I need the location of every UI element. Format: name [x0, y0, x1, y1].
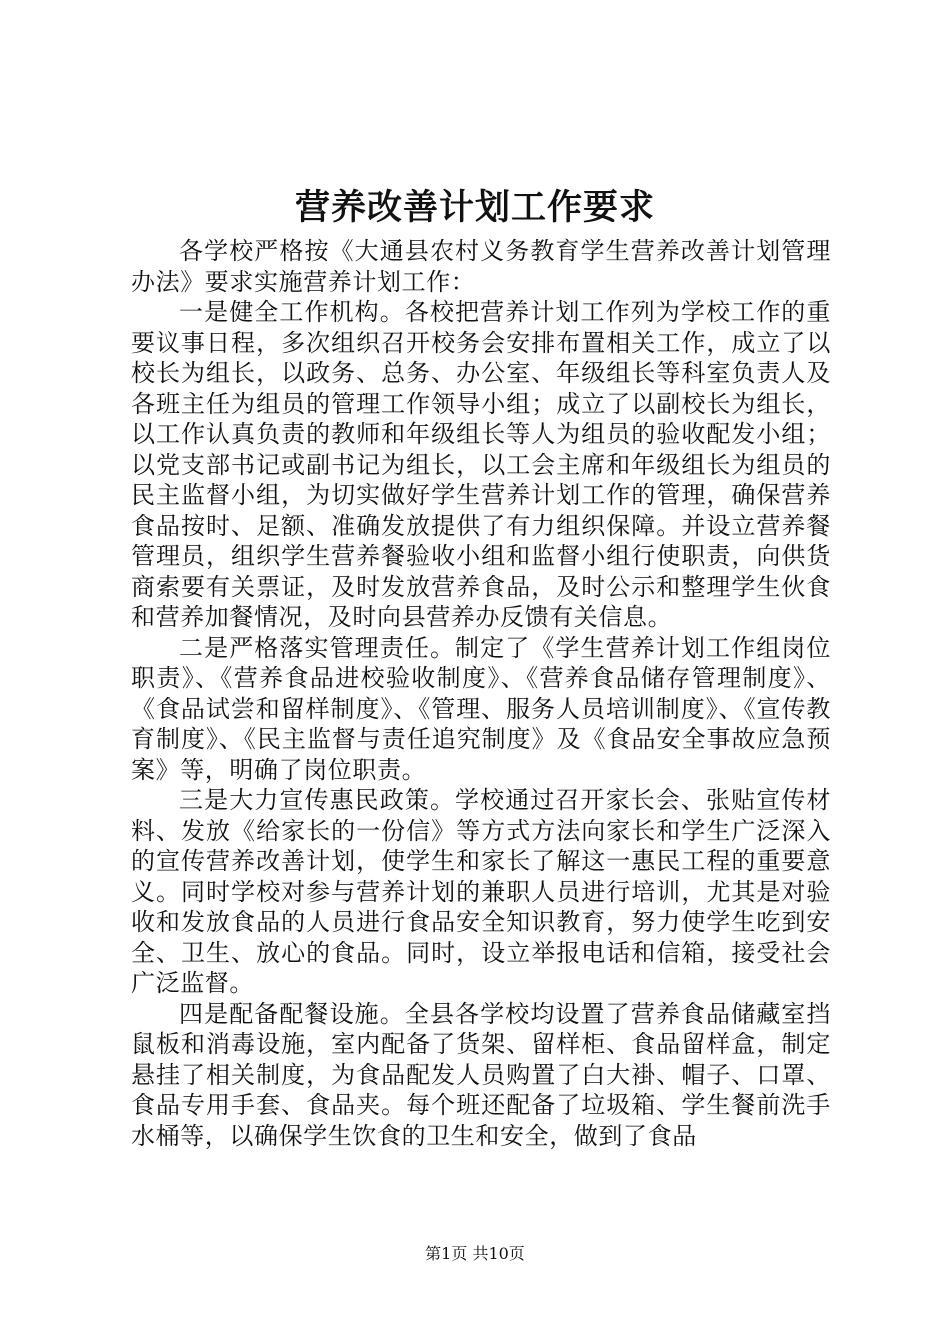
- document-title: 营养改善计划工作要求: [294, 187, 655, 228]
- paragraph-responsibility: 二是严格落实管理责任。制定了《学生营养计划工作组岗位职责》、《营养食品进校验收制度》、《营养食品储存管理制度》、《食品试尝和留样制度》、《管理、服务人员培训制度》、《宣传教育制度》、《民主监督与责任追究制度》及《食品安全事故应急预案》等，明确了岗位职责。: [131, 633, 831, 784]
- document-body: [131, 236, 831, 1151]
- paragraph-organization: 一是健全工作机构。各校把营养计划工作列为学校工作的重要议事日程，多次组织召开校务会安排布置相关工作，成立了以校长为组长，以政务、总务、办公室、年级组长等科室负责人及各班主任为组员的管理工作领导小组；成立了以副校长为组长，以工作认真负责的教师和年级组长等人为组员的验收配发小组；以党支部书记或副书记为组长，以工会主席和年级组长为组员的民主监督小组，为切实做好学生营养计划工作的管理，确保营养食品按时、足额、准确发放提供了有力组织保障。并设立营养餐管理员，组织学生营养餐验收小组和监督小组行使职责，向供货商索要有关票证，及时发放营养食品，及时公示和整理学生伙食和营养加餐情况，及时向县营养办反馈有关信息。: [131, 298, 831, 631]
- page-number-footer: 第1页 共10页: [425, 1244, 525, 1263]
- paragraph-intro: 各学校严格按《大通县农村义务教育学生营养改善计划管理办法》要求实施营养计划工作：: [131, 237, 831, 296]
- paragraph-publicity: 三是大力宣传惠民政策。学校通过召开家长会、张贴宣传材料、发放《给家长的一份信》等方式方法向家长和学生广泛深入的宣传营养改善计划，使学生和家长了解这一惠民工程的重要意义。同时学校对参与营养计划的兼职人员进行培训，尤其是对验收和发放食品的人员进行食品安全知识教育，努力使学生吃到安全、卫生、放心的食品。同时，设立举报电话和信箱，接受社会广泛监督。: [131, 786, 831, 997]
- paragraph-facilities: 四是配备配餐设施。全县各学校均设置了营养食品储藏室挡鼠板和消毒设施，室内配备了货架、留样柜、食品留样盒，制定悬挂了相关制度，为食品配发人员购置了白大褂、帽子、口罩、食品专用手套、食品夹。每个班还配备了垃圾箱、学生餐前洗手水桶等，以确保学生饮食的卫生和安全，做到了食品: [131, 999, 831, 1150]
